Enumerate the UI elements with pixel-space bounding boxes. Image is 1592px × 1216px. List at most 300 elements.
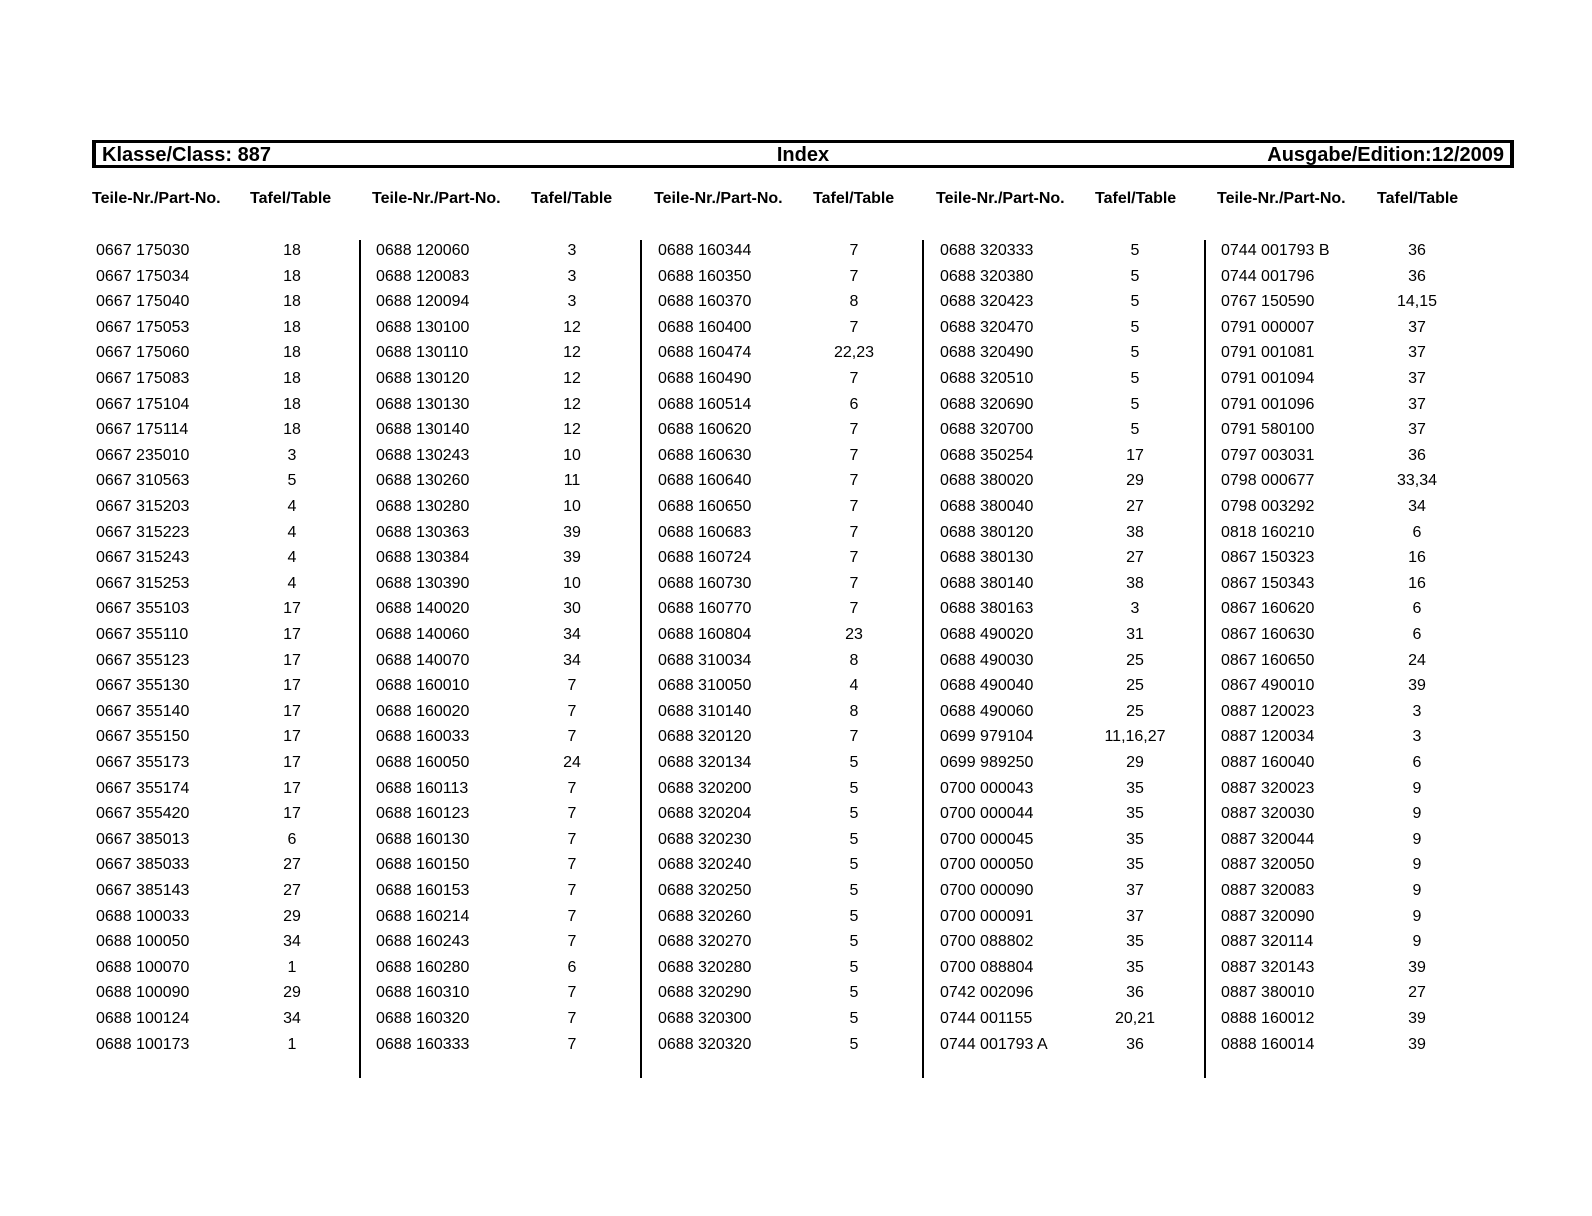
part-number-cell: 0818 160210 — [1221, 523, 1315, 541]
table-number-cell: 18 — [283, 293, 301, 311]
table-header: Tafel/Table — [531, 190, 613, 207]
part-number-cell: 0688 100173 — [96, 1035, 190, 1053]
table-number-cell: 39 — [1408, 677, 1426, 695]
part-number-cell: 0867 490010 — [1221, 677, 1315, 695]
table-number-cell: 5 — [849, 830, 859, 848]
column-divider — [922, 240, 924, 1078]
table-number-cell: 7 — [849, 600, 859, 618]
part-number-cell: 0688 160770 — [658, 600, 752, 618]
part-number-cell: 0688 130390 — [376, 574, 470, 592]
table-number-cell: 33,34 — [1396, 472, 1438, 490]
table-number-cell: 7 — [849, 370, 859, 387]
table-number-cell: 7 — [849, 267, 859, 285]
table-number-cell: 10 — [563, 498, 581, 515]
table-number-cell: 1 — [287, 958, 297, 976]
table-number-cell: 34 — [563, 651, 581, 669]
table-number-cell: 22,23 — [833, 344, 875, 362]
table-number-cell: 35 — [1126, 933, 1144, 951]
table-number-cell: 27 — [283, 856, 301, 874]
table-number-cell: 3 — [567, 242, 577, 259]
part-number-cell: 0688 120060 — [376, 242, 470, 259]
part-number-cell: 0667 355140 — [96, 702, 190, 720]
part-number-cell: 0688 320260 — [658, 907, 752, 925]
table-number-cell: 18 — [283, 370, 301, 387]
part-number-cell: 0887 320083 — [1221, 882, 1315, 899]
part-number-cell: 0688 320320 — [658, 1035, 752, 1053]
table-number-cell: 8 — [849, 702, 859, 720]
table-number-cell: 6 — [287, 830, 297, 848]
part-number-cell: 0688 320280 — [658, 958, 752, 976]
part-number-cell: 0667 175053 — [96, 318, 190, 336]
table-number-cell: 35 — [1126, 958, 1144, 976]
part-number-cell: 0791 001081 — [1221, 344, 1315, 362]
part-number-cell: 0688 160243 — [376, 933, 470, 951]
part-number-cell: 0667 310563 — [96, 472, 190, 490]
part-number-cell: 0887 380010 — [1221, 984, 1315, 1002]
table-number-cell: 39 — [1408, 1035, 1426, 1053]
part-number-cell: 0688 130140 — [376, 421, 470, 439]
part-number-cell: 0688 160333 — [376, 1035, 470, 1053]
table-number-cell: 37 — [1408, 421, 1426, 439]
part-number-cell: 0700 088804 — [940, 958, 1034, 976]
part-number-cell: 0667 175083 — [96, 370, 190, 387]
table-number-cell: 17 — [283, 805, 301, 823]
part-number-cell: 0887 320050 — [1221, 856, 1315, 874]
part-number-cell: 0688 160280 — [376, 958, 470, 976]
part-number-cell: 0699 979104 — [940, 728, 1034, 746]
part-number-cell: 0744 001793 B — [1221, 242, 1330, 259]
part-number-cell: 0867 160650 — [1221, 651, 1315, 669]
table-number-cell: 7 — [849, 549, 859, 567]
table-number-cell: 5 — [849, 1035, 859, 1053]
part-number-cell: 0688 160113 — [376, 779, 469, 797]
table-number-cell: 34 — [1408, 498, 1426, 515]
part-number-cell: 0667 355110 — [96, 626, 189, 643]
table-number-cell: 34 — [563, 626, 581, 643]
part-number-cell: 0667 175060 — [96, 344, 190, 362]
table-number-cell: 16 — [1408, 574, 1426, 592]
part-number-cell: 0888 160014 — [1221, 1035, 1315, 1053]
part-number-cell: 0667 315223 — [96, 523, 190, 541]
table-number-cell: 5 — [849, 856, 859, 874]
table-number-cell: 35 — [1126, 779, 1144, 797]
part-number-cell: 0667 355420 — [96, 805, 190, 823]
part-number-cell: 0667 315203 — [96, 498, 190, 515]
table-number-cell: 12 — [563, 395, 581, 413]
table-number-cell: 7 — [849, 446, 859, 464]
table-number-cell: 25 — [1126, 677, 1144, 695]
part-number-cell: 0867 160630 — [1221, 626, 1315, 643]
part-number-cell: 0688 100090 — [96, 984, 190, 1002]
table-number-cell: 12 — [563, 421, 581, 439]
part-number-cell: 0667 355150 — [96, 728, 190, 746]
table-number-cell: 5 — [1130, 267, 1140, 285]
part-number-cell: 0688 160370 — [658, 293, 752, 311]
class-label: Klasse/Class: 887 — [102, 144, 272, 166]
part-number-cell: 0667 175030 — [96, 242, 190, 259]
table-number-cell: 6 — [1412, 754, 1422, 771]
part-number-cell: 0887 320090 — [1221, 907, 1315, 925]
table-number-cell: 18 — [283, 395, 301, 413]
part-number-cell: 0667 315253 — [96, 574, 190, 592]
part-no-header: Teile-Nr./Part-No. — [372, 190, 501, 207]
part-number-cell: 0700 000090 — [940, 882, 1034, 899]
table-number-cell: 36 — [1126, 1035, 1144, 1053]
table-number-cell: 5 — [287, 472, 297, 490]
part-number-cell: 0688 160130 — [376, 830, 470, 848]
table-number-cell: 37 — [1408, 395, 1426, 413]
table-number-cell: 11,16,27 — [1104, 728, 1166, 746]
part-number-cell: 0767 150590 — [1221, 293, 1315, 311]
part-number-cell: 0688 160640 — [658, 472, 752, 490]
table-number-cell: 7 — [567, 779, 577, 797]
table-number-cell: 7 — [567, 933, 577, 951]
part-number-cell: 0791 580100 — [1221, 421, 1315, 439]
table-number-cell: 9 — [1412, 933, 1422, 951]
column-divider — [1204, 240, 1206, 1078]
part-number-cell: 0867 150343 — [1221, 574, 1315, 592]
table-number-cell: 4 — [287, 574, 297, 592]
table-number-cell: 27 — [1126, 549, 1144, 567]
table-number-cell: 37 — [1408, 370, 1426, 387]
table-number-cell: 7 — [567, 1035, 577, 1053]
column-divider — [640, 240, 642, 1078]
part-number-cell: 0688 320270 — [658, 933, 752, 951]
part-number-cell: 0887 320044 — [1221, 830, 1315, 848]
table-number-cell: 10 — [563, 446, 581, 464]
table-number-cell: 39 — [1408, 958, 1426, 976]
table-number-cell: 5 — [849, 1010, 859, 1027]
part-number-cell: 0667 355130 — [96, 677, 190, 695]
part-number-cell: 0667 355174 — [96, 779, 190, 797]
edition-label: Ausgabe/Edition:12/2009 — [1267, 144, 1504, 166]
table-number-cell: 27 — [1126, 498, 1144, 515]
table-number-cell: 7 — [567, 830, 577, 848]
part-number-cell: 0887 320143 — [1221, 958, 1315, 976]
table-number-cell: 5 — [849, 958, 859, 976]
table-number-cell: 34 — [283, 933, 301, 951]
part-number-cell: 0688 160514 — [658, 395, 752, 413]
part-number-cell: 0688 320700 — [940, 421, 1034, 439]
table-number-cell: 17 — [1126, 446, 1144, 464]
table-number-cell: 5 — [1130, 344, 1140, 362]
part-number-cell: 0688 320470 — [940, 318, 1034, 336]
table-number-cell: 39 — [1408, 1010, 1426, 1027]
part-number-cell: 0688 130100 — [376, 318, 470, 336]
part-number-cell: 0667 355173 — [96, 754, 190, 771]
part-number-cell: 0688 490060 — [940, 702, 1034, 720]
part-number-cell: 0791 001096 — [1221, 395, 1315, 413]
table-number-cell: 9 — [1412, 805, 1422, 823]
table-header: Tafel/Table — [1377, 190, 1459, 207]
part-number-cell: 0688 160474 — [658, 344, 752, 362]
part-number-cell: 0688 160310 — [376, 984, 470, 1002]
part-number-cell: 0688 160630 — [658, 446, 752, 464]
part-number-cell: 0688 320290 — [658, 984, 752, 1002]
part-number-cell: 0667 385033 — [96, 856, 190, 874]
part-no-header: Teile-Nr./Part-No. — [1217, 190, 1346, 207]
table-number-cell: 3 — [1412, 702, 1422, 720]
part-number-cell: 0798 003292 — [1221, 498, 1315, 515]
table-number-cell: 24 — [563, 754, 581, 771]
table-number-cell: 3 — [567, 267, 577, 285]
table-number-cell: 6 — [567, 958, 577, 976]
table-number-cell: 17 — [283, 626, 301, 643]
part-number-cell: 0667 315243 — [96, 549, 190, 567]
part-number-cell: 0887 320114 — [1221, 933, 1314, 951]
part-number-cell: 0688 130280 — [376, 498, 470, 515]
table-number-cell: 7 — [567, 882, 577, 899]
part-number-cell: 0688 130243 — [376, 446, 470, 464]
part-number-cell: 0887 320023 — [1221, 779, 1315, 797]
part-number-cell: 0688 380020 — [940, 472, 1034, 490]
table-number-cell: 18 — [283, 318, 301, 336]
table-header: Tafel/Table — [813, 190, 895, 207]
table-number-cell: 38 — [1126, 574, 1144, 592]
table-number-cell: 36 — [1126, 984, 1144, 1002]
part-number-cell: 0688 120083 — [376, 267, 470, 285]
part-number-cell: 0744 001796 — [1221, 267, 1315, 285]
part-number-cell: 0688 130363 — [376, 523, 470, 541]
table-number-cell: 7 — [849, 318, 859, 336]
part-number-cell: 0688 320200 — [658, 779, 752, 797]
part-number-cell: 0688 160400 — [658, 318, 752, 336]
part-number-cell: 0667 385143 — [96, 882, 190, 899]
part-number-cell: 0688 350254 — [940, 446, 1034, 464]
part-number-cell: 0688 100124 — [96, 1010, 190, 1027]
table-number-cell: 5 — [849, 907, 859, 925]
table-number-cell: 14,15 — [1396, 293, 1438, 311]
part-no-header: Teile-Nr./Part-No. — [654, 190, 783, 207]
part-number-cell: 0888 160012 — [1221, 1010, 1315, 1027]
table-number-cell: 38 — [1126, 523, 1144, 541]
part-number-cell: 0867 160620 — [1221, 600, 1315, 618]
table-number-cell: 18 — [283, 344, 301, 362]
part-number-cell: 0688 320134 — [658, 754, 752, 771]
part-number-cell: 0887 320030 — [1221, 805, 1315, 823]
table-number-cell: 7 — [849, 728, 859, 746]
table-number-cell: 27 — [1408, 984, 1426, 1002]
table-number-cell: 7 — [567, 728, 577, 746]
table-number-cell: 29 — [283, 907, 301, 925]
table-number-cell: 5 — [849, 805, 859, 823]
part-number-cell: 0688 160214 — [376, 907, 470, 925]
table-number-cell: 25 — [1126, 702, 1144, 720]
part-number-cell: 0688 160650 — [658, 498, 752, 515]
table-number-cell: 8 — [849, 651, 859, 669]
part-number-cell: 0867 150323 — [1221, 549, 1315, 567]
part-number-cell: 0688 320120 — [658, 728, 752, 746]
table-number-cell: 3 — [1130, 600, 1140, 618]
table-number-cell: 39 — [563, 549, 581, 567]
table-number-cell: 18 — [283, 242, 301, 259]
table-number-cell: 8 — [849, 293, 859, 311]
table-number-cell: 7 — [567, 1010, 577, 1027]
part-number-cell: 0688 320230 — [658, 830, 752, 848]
table-number-cell: 12 — [563, 370, 581, 387]
table-number-cell: 3 — [567, 293, 577, 311]
part-number-cell: 0688 130130 — [376, 395, 470, 413]
part-number-cell: 0688 160724 — [658, 549, 752, 567]
table-header: Tafel/Table — [250, 190, 332, 207]
part-number-cell: 0688 320300 — [658, 1010, 752, 1027]
table-number-cell: 7 — [567, 805, 577, 823]
part-number-cell: 0688 320510 — [940, 370, 1034, 387]
table-number-cell: 17 — [283, 651, 301, 669]
table-number-cell: 23 — [845, 626, 863, 643]
part-number-cell: 0688 380120 — [940, 523, 1034, 541]
part-number-cell: 0688 160150 — [376, 856, 470, 874]
part-number-cell: 0688 320240 — [658, 856, 752, 874]
index-title: Index — [776, 144, 830, 166]
part-number-cell: 0667 175114 — [96, 421, 189, 439]
table-number-cell: 5 — [1130, 242, 1140, 259]
table-number-cell: 34 — [283, 1010, 301, 1027]
table-number-cell: 7 — [849, 421, 859, 439]
table-number-cell: 5 — [1130, 395, 1140, 413]
table-number-cell: 17 — [283, 728, 301, 746]
table-number-cell: 9 — [1412, 830, 1422, 848]
part-number-cell: 0688 380130 — [940, 549, 1034, 567]
part-number-cell: 0700 000044 — [940, 805, 1034, 823]
table-number-cell: 29 — [1126, 472, 1144, 490]
part-number-cell: 0688 140070 — [376, 651, 470, 669]
part-number-cell: 0742 002096 — [940, 984, 1034, 1002]
table-number-cell: 35 — [1126, 805, 1144, 823]
part-number-cell: 0887 160040 — [1221, 754, 1315, 771]
part-number-cell: 0688 160350 — [658, 267, 752, 285]
table-number-cell: 6 — [1412, 626, 1422, 643]
part-number-cell: 0688 120094 — [376, 293, 470, 311]
table-number-cell: 7 — [567, 984, 577, 1002]
part-number-cell: 0688 160320 — [376, 1010, 470, 1027]
part-number-cell: 0699 989250 — [940, 754, 1034, 771]
table-number-cell: 9 — [1412, 856, 1422, 874]
table-number-cell: 24 — [1408, 651, 1426, 669]
part-number-cell: 0688 320250 — [658, 882, 752, 899]
part-number-cell: 0688 320423 — [940, 293, 1034, 311]
part-number-cell: 0688 380163 — [940, 600, 1034, 618]
part-number-cell: 0667 175034 — [96, 267, 190, 285]
part-number-cell: 0798 000677 — [1221, 472, 1315, 490]
part-number-cell: 0688 160804 — [658, 626, 752, 643]
table-number-cell: 5 — [1130, 293, 1140, 311]
part-number-cell: 0688 490020 — [940, 626, 1034, 643]
table-number-cell: 29 — [1126, 754, 1144, 771]
part-number-cell: 0688 320690 — [940, 395, 1034, 413]
table-number-cell: 30 — [563, 600, 581, 618]
part-number-cell: 0688 130110 — [376, 344, 469, 362]
table-number-cell: 7 — [567, 677, 577, 695]
table-number-cell: 6 — [1412, 523, 1422, 541]
table-number-cell: 12 — [563, 344, 581, 362]
table-number-cell: 6 — [1412, 600, 1422, 618]
table-number-cell: 9 — [1412, 907, 1422, 925]
part-number-cell: 0887 120034 — [1221, 728, 1315, 746]
part-number-cell: 0700 000091 — [940, 907, 1034, 925]
part-number-cell: 0688 160033 — [376, 728, 470, 746]
table-number-cell: 4 — [287, 549, 297, 567]
table-number-cell: 7 — [567, 907, 577, 925]
table-number-cell: 20,21 — [1114, 1010, 1156, 1027]
part-number-cell: 0744 001155 — [940, 1010, 1033, 1027]
table-number-cell: 1 — [287, 1035, 297, 1053]
part-number-cell: 0700 000043 — [940, 779, 1034, 797]
part-number-cell: 0688 310140 — [658, 702, 752, 720]
table-number-cell: 7 — [567, 702, 577, 720]
part-number-cell: 0688 140020 — [376, 600, 470, 618]
part-number-cell: 0688 160010 — [376, 677, 470, 695]
part-number-cell: 0688 310050 — [658, 677, 752, 695]
table-number-cell: 7 — [849, 472, 859, 490]
part-number-cell: 0688 160620 — [658, 421, 752, 439]
part-number-cell: 0688 320333 — [940, 242, 1034, 259]
part-number-cell: 0700 088802 — [940, 933, 1034, 951]
part-number-cell: 0688 310034 — [658, 651, 752, 669]
table-number-cell: 29 — [283, 984, 301, 1002]
part-number-cell: 0667 175104 — [96, 395, 190, 413]
table-number-cell: 35 — [1126, 856, 1144, 874]
table-number-cell: 7 — [849, 498, 859, 515]
table-number-cell: 17 — [283, 779, 301, 797]
table-number-cell: 10 — [563, 574, 581, 592]
part-number-cell: 0744 001793 A — [940, 1035, 1048, 1053]
table-number-cell: 7 — [849, 523, 859, 541]
part-number-cell: 0797 003031 — [1221, 446, 1315, 464]
table-header: Tafel/Table — [1095, 190, 1177, 207]
table-number-cell: 37 — [1408, 344, 1426, 362]
index-header-bar — [92, 140, 1514, 168]
part-number-cell: 0688 490040 — [940, 677, 1034, 695]
part-number-cell: 0791 000007 — [1221, 318, 1315, 336]
table-number-cell: 7 — [849, 574, 859, 592]
part-number-cell: 0887 120023 — [1221, 702, 1315, 720]
part-no-header: Teile-Nr./Part-No. — [936, 190, 1065, 207]
table-number-cell: 25 — [1126, 651, 1144, 669]
table-number-cell: 5 — [849, 754, 859, 771]
table-number-cell: 3 — [1412, 728, 1422, 746]
table-number-cell: 27 — [283, 882, 301, 899]
part-number-cell: 0688 160153 — [376, 882, 470, 899]
table-number-cell: 17 — [283, 702, 301, 720]
part-number-cell: 0688 100070 — [96, 958, 190, 976]
part-number-cell: 0688 100033 — [96, 907, 190, 925]
table-number-cell: 4 — [287, 523, 297, 541]
part-number-cell: 0688 100050 — [96, 933, 190, 951]
table-number-cell: 5 — [849, 779, 859, 797]
part-number-cell: 0791 001094 — [1221, 370, 1315, 387]
table-number-cell: 5 — [1130, 318, 1140, 336]
part-number-cell: 0688 160730 — [658, 574, 752, 592]
table-number-cell: 35 — [1126, 830, 1144, 848]
part-number-cell: 0688 320204 — [658, 805, 752, 823]
part-number-cell: 0688 130260 — [376, 472, 470, 490]
part-number-cell: 0688 160490 — [658, 370, 752, 387]
table-number-cell: 9 — [1412, 882, 1422, 899]
part-number-cell: 0667 385013 — [96, 830, 190, 848]
part-number-cell: 0667 235010 — [96, 446, 190, 464]
part-number-cell: 0688 160683 — [658, 523, 752, 541]
table-number-cell: 7 — [849, 242, 859, 259]
part-number-cell: 0688 130384 — [376, 549, 470, 567]
table-number-cell: 16 — [1408, 549, 1426, 567]
part-number-cell: 0688 160050 — [376, 754, 470, 771]
table-number-cell: 5 — [1130, 421, 1140, 439]
table-number-cell: 3 — [287, 446, 297, 464]
table-number-cell: 4 — [849, 677, 859, 695]
part-number-cell: 0688 380140 — [940, 574, 1034, 592]
part-number-cell: 0688 160020 — [376, 702, 470, 720]
